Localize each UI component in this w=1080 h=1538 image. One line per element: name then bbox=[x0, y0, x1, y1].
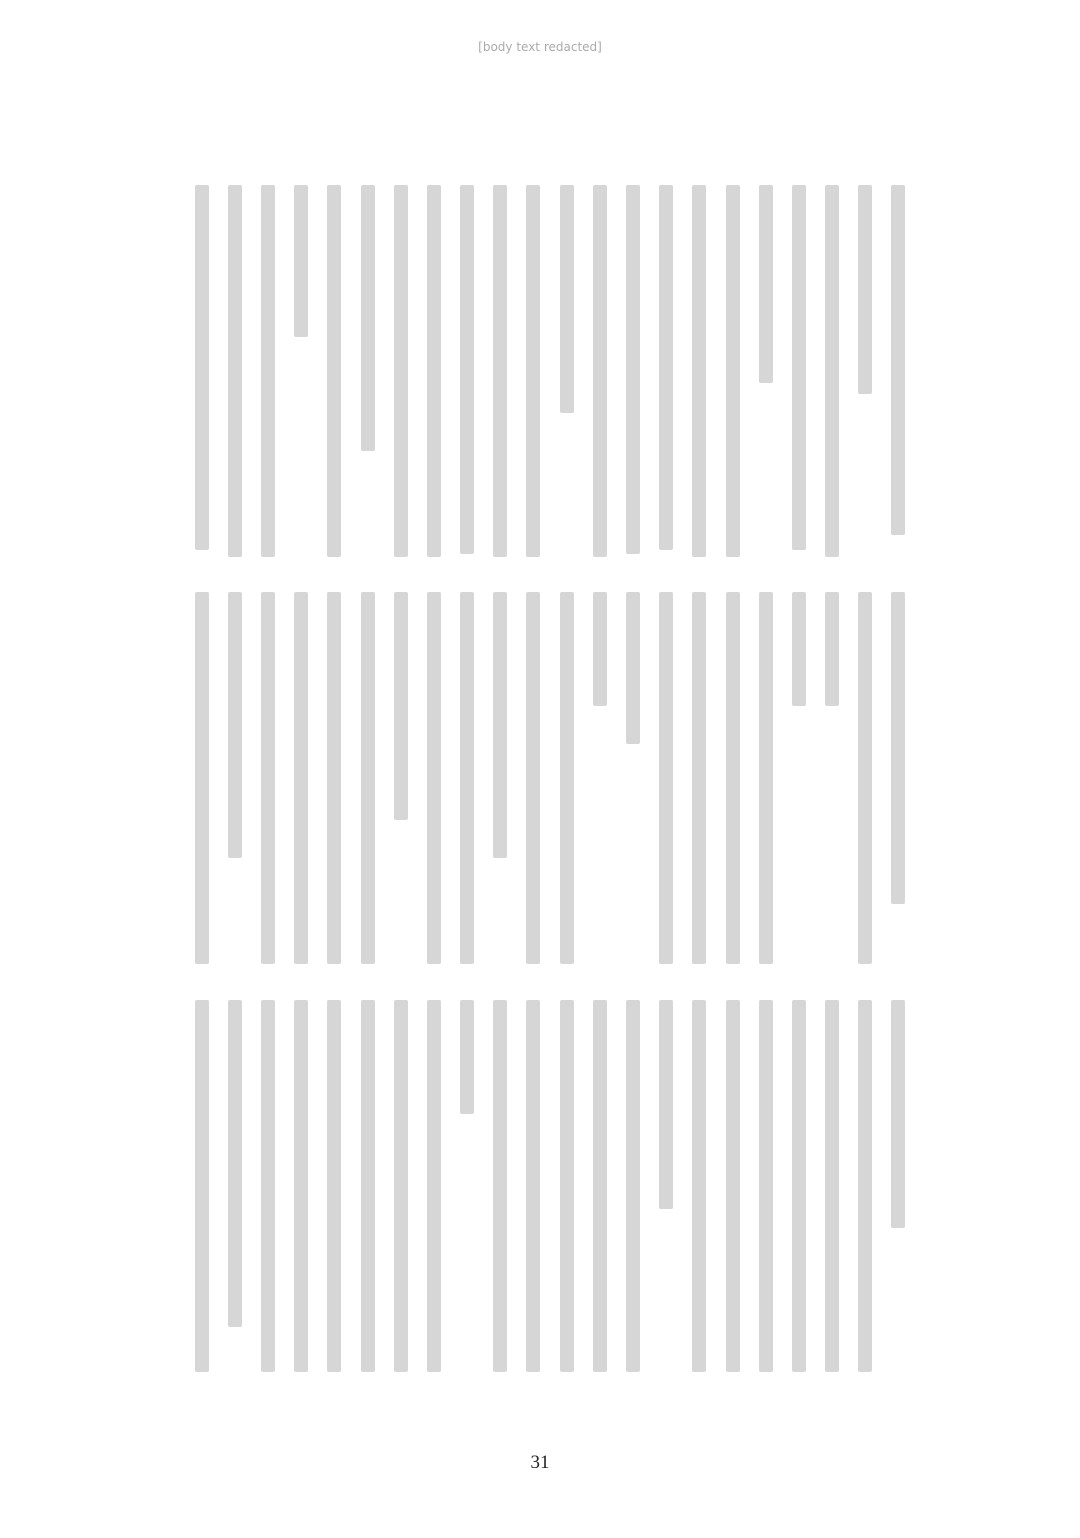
text-column bbox=[891, 592, 905, 904]
text-column bbox=[659, 185, 673, 550]
text-column bbox=[659, 592, 673, 964]
text-column bbox=[228, 185, 242, 557]
text-column bbox=[460, 185, 474, 554]
text-column bbox=[593, 185, 607, 557]
text-column bbox=[526, 1000, 540, 1372]
text-column bbox=[261, 185, 275, 557]
text-column bbox=[792, 185, 806, 550]
text-column bbox=[792, 592, 806, 706]
text-column bbox=[294, 185, 308, 337]
text-column bbox=[593, 1000, 607, 1372]
text-column bbox=[327, 592, 341, 964]
text-column bbox=[493, 185, 507, 557]
text-column bbox=[195, 1000, 209, 1372]
text-column bbox=[394, 592, 408, 820]
text-column bbox=[294, 592, 308, 964]
text-column bbox=[361, 592, 375, 964]
text-column bbox=[659, 1000, 673, 1209]
text-column bbox=[858, 1000, 872, 1372]
text-column bbox=[427, 592, 441, 964]
text-column bbox=[792, 1000, 806, 1372]
text-column bbox=[858, 592, 872, 964]
text-column bbox=[692, 1000, 706, 1372]
redaction-note: [body text redacted] bbox=[478, 40, 602, 54]
text-column bbox=[692, 592, 706, 964]
text-column bbox=[891, 185, 905, 535]
text-column bbox=[825, 592, 839, 706]
text-column bbox=[891, 1000, 905, 1228]
text-column bbox=[427, 185, 441, 557]
text-column bbox=[394, 1000, 408, 1372]
text-column bbox=[195, 592, 209, 964]
text-column bbox=[759, 592, 773, 964]
text-column bbox=[460, 592, 474, 964]
text-column bbox=[294, 1000, 308, 1372]
text-tier-bottom bbox=[185, 1000, 915, 1380]
page-number: 31 bbox=[530, 1452, 550, 1473]
text-column bbox=[526, 185, 540, 557]
text-column bbox=[493, 592, 507, 858]
text-column bbox=[626, 592, 640, 744]
text-column bbox=[759, 185, 773, 383]
text-tier-top bbox=[185, 185, 915, 565]
text-column bbox=[526, 592, 540, 964]
text-column bbox=[228, 1000, 242, 1327]
text-column bbox=[726, 1000, 740, 1372]
text-column bbox=[825, 185, 839, 557]
text-column bbox=[460, 1000, 474, 1114]
text-column bbox=[626, 185, 640, 554]
text-column bbox=[427, 1000, 441, 1372]
text-column bbox=[759, 1000, 773, 1372]
text-column bbox=[327, 1000, 341, 1372]
text-column bbox=[858, 185, 872, 394]
text-column bbox=[626, 1000, 640, 1372]
text-column bbox=[195, 185, 209, 550]
text-column bbox=[560, 1000, 574, 1372]
text-column bbox=[825, 1000, 839, 1372]
text-column bbox=[560, 592, 574, 964]
text-column bbox=[493, 1000, 507, 1372]
text-column bbox=[726, 592, 740, 964]
text-column bbox=[692, 185, 706, 557]
text-column bbox=[261, 592, 275, 964]
text-column bbox=[327, 185, 341, 557]
text-column bbox=[228, 592, 242, 858]
text-column bbox=[726, 185, 740, 557]
text-tier-middle bbox=[185, 592, 915, 972]
text-column bbox=[593, 592, 607, 706]
text-column bbox=[394, 185, 408, 557]
text-column bbox=[261, 1000, 275, 1372]
text-column bbox=[361, 1000, 375, 1372]
text-column bbox=[560, 185, 574, 413]
text-column bbox=[361, 185, 375, 451]
